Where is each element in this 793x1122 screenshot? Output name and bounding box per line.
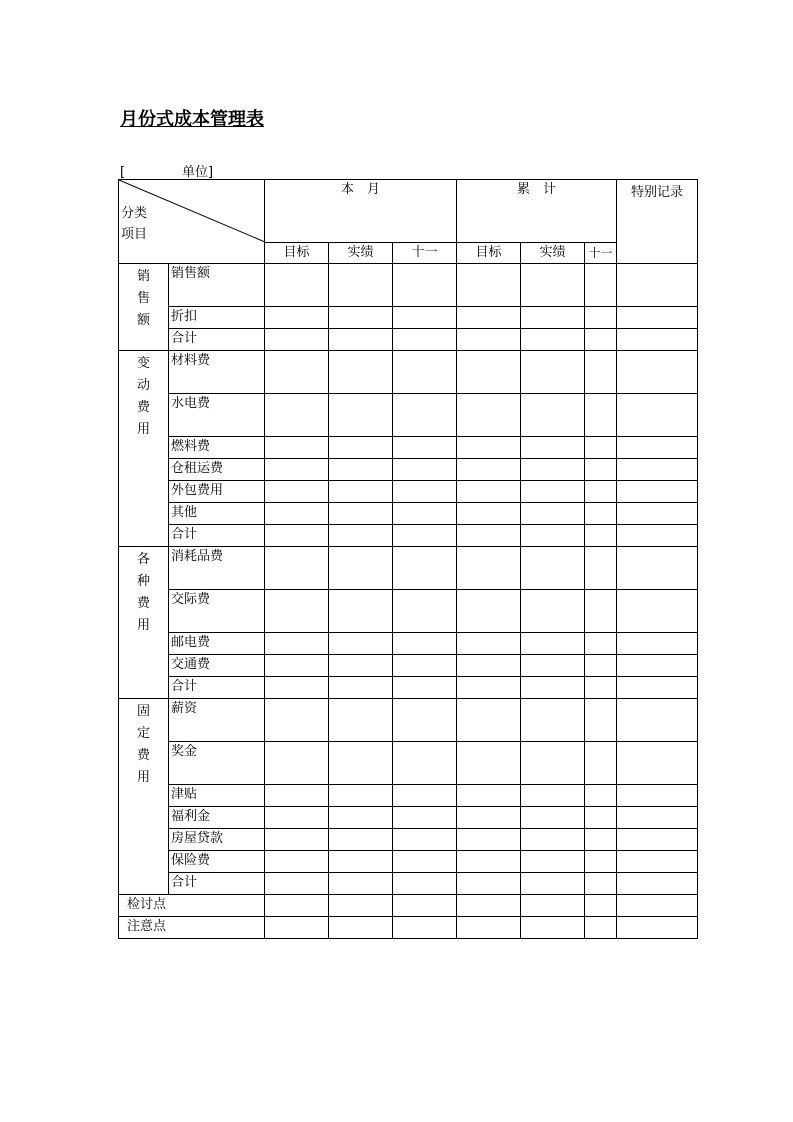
value-cell[interactable] — [457, 851, 521, 873]
value-cell[interactable] — [393, 351, 457, 394]
value-cell[interactable] — [521, 873, 585, 895]
value-cell[interactable] — [457, 895, 521, 917]
item-label: 燃料费 — [169, 437, 265, 459]
table-row — [119, 590, 698, 633]
value-cell[interactable] — [329, 547, 393, 590]
value-cell[interactable] — [585, 590, 617, 633]
value-cell[interactable] — [585, 917, 617, 939]
item-label: 津贴 — [169, 785, 265, 807]
group-label — [119, 699, 169, 895]
value-cell[interactable] — [393, 829, 457, 851]
table-row — [119, 329, 698, 351]
value-cell[interactable] — [265, 437, 329, 459]
item-label: 仓租运费 — [169, 459, 265, 481]
value-cell[interactable] — [585, 742, 617, 785]
item-label: 销售额 — [169, 264, 265, 307]
value-cell[interactable] — [457, 503, 521, 525]
value-cell[interactable] — [585, 699, 617, 742]
value-cell[interactable] — [457, 547, 521, 590]
value-cell[interactable] — [617, 329, 698, 351]
value-cell[interactable] — [329, 503, 393, 525]
value-cell[interactable] — [617, 742, 698, 785]
value-cell[interactable] — [617, 633, 698, 655]
value-cell[interactable] — [617, 547, 698, 590]
subheader-actual: 实绩 — [329, 243, 393, 264]
item-label: 折扣 — [169, 307, 265, 329]
value-cell[interactable] — [585, 895, 617, 917]
table-row — [119, 873, 698, 895]
value-cell[interactable] — [393, 807, 457, 829]
value-cell[interactable] — [457, 394, 521, 437]
value-cell[interactable] — [617, 503, 698, 525]
item-label: 合计 — [169, 329, 265, 351]
table-row — [119, 742, 698, 785]
value-cell[interactable] — [393, 503, 457, 525]
table-row — [119, 851, 698, 873]
item-label: 材料费 — [169, 351, 265, 394]
value-cell[interactable] — [393, 590, 457, 633]
table-row — [119, 264, 698, 307]
item-label: 薪资 — [169, 699, 265, 742]
value-cell[interactable] — [329, 807, 393, 829]
value-cell[interactable] — [521, 307, 585, 329]
value-cell[interactable] — [585, 807, 617, 829]
value-cell[interactable] — [617, 785, 698, 807]
value-cell[interactable] — [585, 633, 617, 655]
value-cell[interactable] — [393, 699, 457, 742]
value-cell[interactable] — [265, 481, 329, 503]
value-cell[interactable] — [329, 785, 393, 807]
header-cumulative: 累 计 — [457, 180, 617, 243]
value-cell[interactable] — [329, 917, 393, 939]
table-row — [119, 547, 698, 590]
table-row — [119, 481, 698, 503]
value-cell[interactable] — [585, 329, 617, 351]
item-label: 保险费 — [169, 851, 265, 873]
value-cell[interactable] — [585, 677, 617, 699]
value-cell[interactable] — [393, 895, 457, 917]
value-cell[interactable] — [585, 503, 617, 525]
value-cell[interactable] — [393, 437, 457, 459]
value-cell[interactable] — [521, 264, 585, 307]
item-label: 奖金 — [169, 742, 265, 785]
group-label-text: 变动费用 — [136, 356, 150, 437]
value-cell[interactable] — [393, 329, 457, 351]
value-cell[interactable] — [521, 807, 585, 829]
subheader-target: 目标 — [265, 243, 329, 264]
table-row — [119, 503, 698, 525]
value-cell[interactable] — [585, 873, 617, 895]
value-cell[interactable] — [393, 394, 457, 437]
table-row — [119, 459, 698, 481]
group-label-text: 各种费用 — [136, 552, 150, 633]
value-cell[interactable] — [329, 307, 393, 329]
table-row — [119, 525, 698, 547]
unit-open-bracket: [ — [120, 165, 126, 180]
value-cell[interactable] — [617, 525, 698, 547]
value-cell[interactable] — [617, 351, 698, 394]
value-cell[interactable] — [457, 785, 521, 807]
value-cell[interactable] — [585, 264, 617, 307]
footer-label: 注意点 — [119, 917, 265, 939]
value-cell[interactable] — [329, 829, 393, 851]
value-cell[interactable] — [521, 699, 585, 742]
value-cell[interactable] — [329, 351, 393, 394]
value-cell[interactable] — [393, 525, 457, 547]
value-cell[interactable] — [521, 590, 585, 633]
item-label: 福利金 — [169, 807, 265, 829]
value-cell[interactable] — [521, 851, 585, 873]
value-cell[interactable] — [457, 437, 521, 459]
value-cell[interactable] — [393, 873, 457, 895]
value-cell[interactable] — [265, 829, 329, 851]
table-row — [119, 807, 698, 829]
value-cell[interactable] — [521, 917, 585, 939]
item-label: 水电费 — [169, 394, 265, 437]
value-cell[interactable] — [585, 307, 617, 329]
value-cell[interactable] — [617, 917, 698, 939]
value-cell[interactable] — [393, 459, 457, 481]
value-cell[interactable] — [329, 895, 393, 917]
value-cell[interactable] — [521, 329, 585, 351]
table-row — [119, 655, 698, 677]
value-cell[interactable] — [329, 329, 393, 351]
value-cell[interactable] — [329, 394, 393, 437]
header-this-month: 本 月 — [265, 180, 457, 243]
table-row — [119, 677, 698, 699]
table-row — [119, 633, 698, 655]
value-cell[interactable] — [265, 917, 329, 939]
value-cell[interactable] — [457, 264, 521, 307]
value-cell[interactable] — [265, 525, 329, 547]
value-cell[interactable] — [457, 351, 521, 394]
value-cell[interactable] — [457, 481, 521, 503]
value-cell[interactable] — [585, 525, 617, 547]
value-cell[interactable] — [265, 895, 329, 917]
value-cell[interactable] — [329, 699, 393, 742]
header-item-label: 项目 — [121, 227, 148, 242]
item-label: 外包费用 — [169, 481, 265, 503]
value-cell[interactable] — [393, 633, 457, 655]
value-cell[interactable] — [585, 547, 617, 590]
item-label: 邮电费 — [169, 633, 265, 655]
value-cell[interactable] — [457, 807, 521, 829]
value-cell[interactable] — [393, 655, 457, 677]
value-cell[interactable] — [617, 677, 698, 699]
value-cell[interactable] — [585, 851, 617, 873]
value-cell[interactable] — [521, 459, 585, 481]
value-cell[interactable] — [265, 807, 329, 829]
value-cell[interactable] — [457, 917, 521, 939]
value-cell[interactable] — [521, 785, 585, 807]
value-cell[interactable] — [457, 699, 521, 742]
header-category-label: 分类 — [121, 206, 148, 221]
value-cell[interactable] — [457, 677, 521, 699]
value-cell[interactable] — [617, 481, 698, 503]
value-cell[interactable] — [457, 459, 521, 481]
value-cell[interactable] — [265, 351, 329, 394]
value-cell[interactable] — [521, 895, 585, 917]
value-cell[interactable] — [393, 547, 457, 590]
value-cell[interactable] — [265, 394, 329, 437]
item-label: 合计 — [169, 677, 265, 699]
value-cell[interactable] — [393, 307, 457, 329]
value-cell[interactable] — [265, 677, 329, 699]
group-label — [119, 351, 169, 547]
cost-table — [118, 179, 698, 939]
value-cell[interactable] — [617, 459, 698, 481]
value-cell[interactable] — [521, 655, 585, 677]
value-cell[interactable] — [617, 851, 698, 873]
value-cell[interactable] — [457, 329, 521, 351]
value-cell[interactable] — [393, 851, 457, 873]
value-cell[interactable] — [457, 873, 521, 895]
value-cell[interactable] — [617, 394, 698, 437]
page-title: 月份式成本管理表 — [120, 109, 264, 130]
value-cell[interactable] — [521, 351, 585, 394]
value-cell[interactable] — [329, 437, 393, 459]
value-cell[interactable] — [265, 633, 329, 655]
value-cell[interactable] — [457, 742, 521, 785]
header-diagonal-cell — [119, 180, 265, 264]
value-cell[interactable] — [329, 677, 393, 699]
table-row — [119, 437, 698, 459]
value-cell[interactable] — [393, 917, 457, 939]
value-cell[interactable] — [585, 459, 617, 481]
value-cell[interactable] — [521, 829, 585, 851]
value-cell[interactable] — [265, 264, 329, 307]
value-cell[interactable] — [329, 459, 393, 481]
subheader-diff: 十一 — [585, 243, 617, 264]
value-cell[interactable] — [265, 329, 329, 351]
group-label-text: 固定费用 — [136, 704, 150, 785]
value-cell[interactable] — [265, 785, 329, 807]
value-cell[interactable] — [265, 307, 329, 329]
group-label — [119, 547, 169, 699]
item-label: 交通费 — [169, 655, 265, 677]
header-special-record: 特别记录 — [617, 180, 698, 264]
value-cell[interactable] — [393, 264, 457, 307]
item-label: 房屋贷款 — [169, 829, 265, 851]
value-cell[interactable] — [617, 699, 698, 742]
value-cell[interactable] — [521, 394, 585, 437]
value-cell[interactable] — [585, 351, 617, 394]
unit-label — [120, 161, 213, 180]
value-cell[interactable] — [265, 851, 329, 873]
value-cell[interactable] — [585, 829, 617, 851]
footer-row — [119, 917, 698, 939]
table-row — [119, 307, 698, 329]
value-cell[interactable] — [265, 699, 329, 742]
value-cell[interactable] — [457, 829, 521, 851]
value-cell[interactable] — [393, 481, 457, 503]
value-cell[interactable] — [521, 525, 585, 547]
value-cell[interactable] — [585, 437, 617, 459]
value-cell[interactable] — [393, 677, 457, 699]
value-cell[interactable] — [617, 829, 698, 851]
footer-row — [119, 895, 698, 917]
value-cell[interactable] — [521, 437, 585, 459]
value-cell[interactable] — [521, 503, 585, 525]
value-cell[interactable] — [265, 655, 329, 677]
value-cell[interactable] — [585, 655, 617, 677]
value-cell[interactable] — [329, 590, 393, 633]
value-cell[interactable] — [617, 590, 698, 633]
subheader-actual: 实绩 — [521, 243, 585, 264]
value-cell[interactable] — [617, 873, 698, 895]
value-cell[interactable] — [329, 264, 393, 307]
value-cell[interactable] — [265, 503, 329, 525]
item-label: 其他 — [169, 503, 265, 525]
table-row — [119, 351, 698, 394]
value-cell[interactable] — [265, 742, 329, 785]
value-cell[interactable] — [521, 633, 585, 655]
item-label: 合计 — [169, 873, 265, 895]
subheader-diff: 十一 — [393, 243, 457, 264]
value-cell[interactable] — [265, 459, 329, 481]
unit-text: 单位] — [182, 165, 214, 180]
value-cell[interactable] — [617, 895, 698, 917]
value-cell[interactable] — [457, 525, 521, 547]
value-cell[interactable] — [521, 547, 585, 590]
value-cell[interactable] — [457, 655, 521, 677]
value-cell[interactable] — [617, 437, 698, 459]
value-cell[interactable] — [265, 590, 329, 633]
value-cell[interactable] — [329, 742, 393, 785]
value-cell[interactable] — [521, 742, 585, 785]
table-row — [119, 699, 698, 742]
subheader-target: 目标 — [457, 243, 521, 264]
value-cell[interactable] — [329, 851, 393, 873]
value-cell[interactable] — [457, 307, 521, 329]
value-cell[interactable] — [617, 655, 698, 677]
table-row — [119, 785, 698, 807]
value-cell[interactable] — [393, 785, 457, 807]
value-cell[interactable] — [617, 807, 698, 829]
value-cell[interactable] — [521, 481, 585, 503]
value-cell[interactable] — [329, 655, 393, 677]
value-cell[interactable] — [329, 525, 393, 547]
value-cell[interactable] — [329, 633, 393, 655]
footer-label: 检讨点 — [119, 895, 265, 917]
value-cell[interactable] — [585, 785, 617, 807]
value-cell[interactable] — [265, 873, 329, 895]
item-label: 合计 — [169, 525, 265, 547]
value-cell[interactable] — [617, 307, 698, 329]
value-cell[interactable] — [329, 873, 393, 895]
value-cell[interactable] — [457, 590, 521, 633]
value-cell[interactable] — [521, 677, 585, 699]
item-label: 消耗品费 — [169, 547, 265, 590]
value-cell[interactable] — [585, 481, 617, 503]
table-row — [119, 829, 698, 851]
value-cell[interactable] — [393, 742, 457, 785]
value-cell[interactable] — [617, 264, 698, 307]
item-label: 交际费 — [169, 590, 265, 633]
group-label-text: 销售额 — [136, 269, 150, 328]
value-cell[interactable] — [585, 394, 617, 437]
table-row — [119, 394, 698, 437]
group-label — [119, 264, 169, 351]
value-cell[interactable] — [265, 547, 329, 590]
value-cell[interactable] — [329, 481, 393, 503]
value-cell[interactable] — [457, 633, 521, 655]
